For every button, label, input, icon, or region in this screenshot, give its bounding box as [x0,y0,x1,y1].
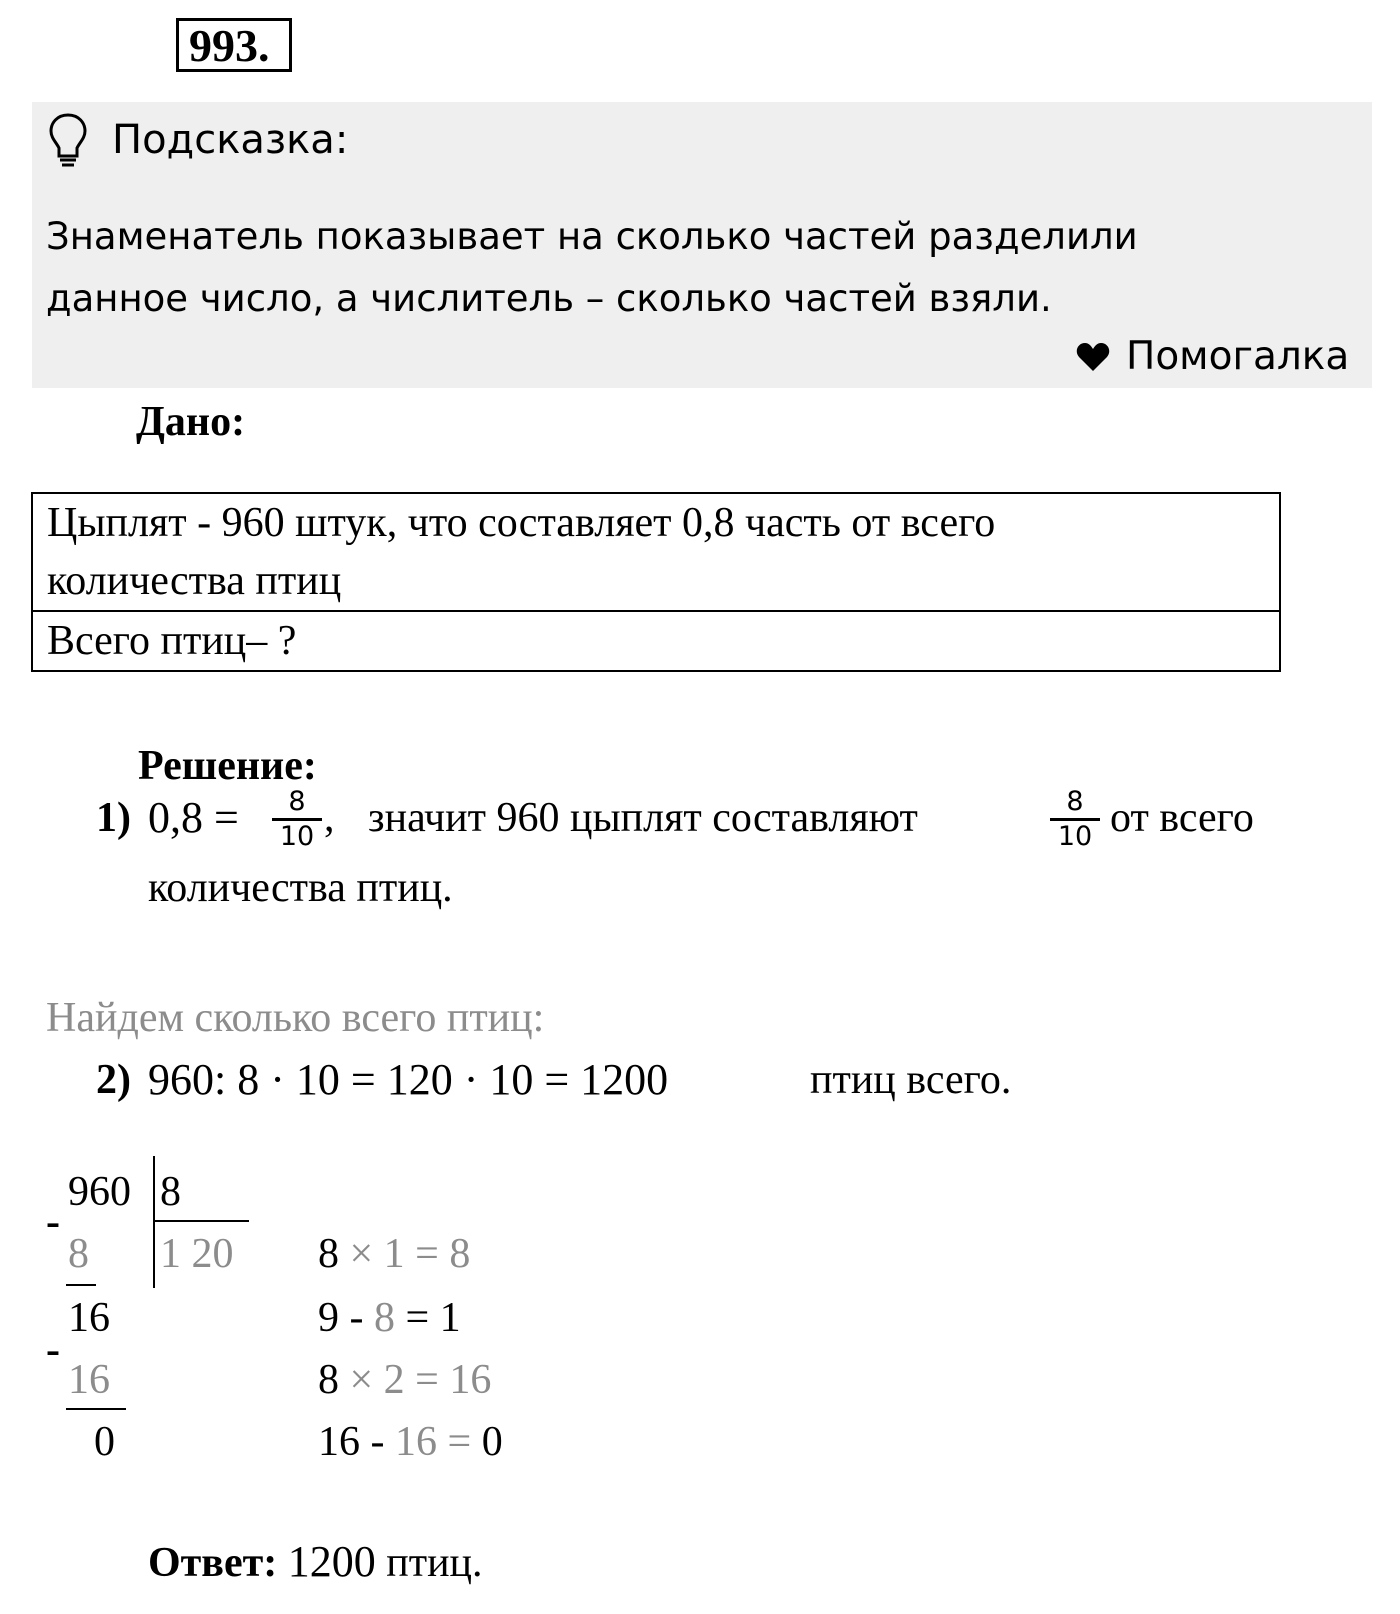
step-2-label: 2) [96,1057,131,1103]
given-title: Дано: [136,399,246,445]
answer-unit: птиц. [386,1540,483,1586]
solution-title: Решение: [138,743,317,789]
fraction-numerator: 8 [1066,786,1084,817]
check-line-2 [318,1290,461,1346]
subtrahend-2: 16 [68,1357,110,1403]
check-4-c: = 0 [437,1419,503,1465]
hint-line-2: данное число, а числитель – сколько частей взяли. [46,277,1052,320]
remainder-2: 0 [94,1419,115,1465]
check-line-3 [318,1352,491,1408]
step-1-text-a: значит 960 цыплят составляют [368,795,918,841]
division-vertical-line [153,1156,155,1288]
find-note: Найдем сколько всего птиц: [46,995,545,1041]
given-table [31,492,1281,672]
step-1-expression: 0,8 = [148,793,239,842]
check-1-a: 8 × 1 = [318,1231,450,1277]
subtrahend-1: 8 [68,1231,89,1277]
fraction-8-10-second [1050,786,1100,853]
check-2-a: 9 - [318,1295,374,1341]
answer-line [148,1534,483,1591]
dividend: 960 [68,1169,131,1215]
check-line-1 [318,1226,470,1282]
step-1-comma: , [324,795,335,841]
given-condition-line-2: количества птиц [47,558,342,604]
check-line-4 [318,1414,503,1470]
answer-label: Ответ: [148,1540,278,1586]
fraction-denominator: 10 [1057,821,1093,852]
given-row-question: Всего птиц– ? [47,618,297,664]
divisor: 8 [160,1169,181,1215]
lightbulb-icon [48,112,88,168]
step-1-text-c: количества птиц. [148,865,453,911]
step-1-label: 1) [96,795,131,841]
fraction-8-10 [272,786,322,853]
task-number: 993. [176,18,292,72]
helper-credit: Помогалка [1126,334,1350,379]
step-2-text: птиц всего. [810,1057,1012,1103]
step-1-text-b: от всего [1110,795,1254,841]
hint-text [46,206,1138,330]
check-4-a: 16 - [318,1419,395,1465]
heart-icon [1076,342,1110,372]
check-1-b: 8 [449,1231,471,1277]
hint-title: Подсказка: [112,117,349,163]
check-2-c: = 1 [395,1295,461,1341]
subtraction-line-1 [66,1284,96,1286]
check-2-b: 8 [374,1295,395,1341]
divisor-underline [155,1220,249,1222]
hint-line-1: Знаменатель показывает на сколько частей разделили [46,215,1138,258]
minus-sign-2: - [46,1327,60,1373]
minus-sign-1: - [46,1199,60,1245]
quotient: 1 20 [160,1231,234,1277]
check-3-a: 8 × 2 = 16 [318,1357,492,1403]
answer-value: 1200 [287,1537,376,1586]
given-condition-line-1: Цыплят - 960 штук, что составляет 0,8 часть от всего [47,500,996,546]
check-4-b: 16 [395,1419,437,1465]
fraction-denominator: 10 [279,821,315,852]
subtraction-line-2 [66,1408,126,1410]
remainder-1: 16 [68,1295,110,1341]
fraction-numerator: 8 [288,786,306,817]
step-2-expression: 960: 8 · 10 = 120 · 10 = 1200 [148,1055,669,1104]
given-row-condition [33,494,1279,612]
